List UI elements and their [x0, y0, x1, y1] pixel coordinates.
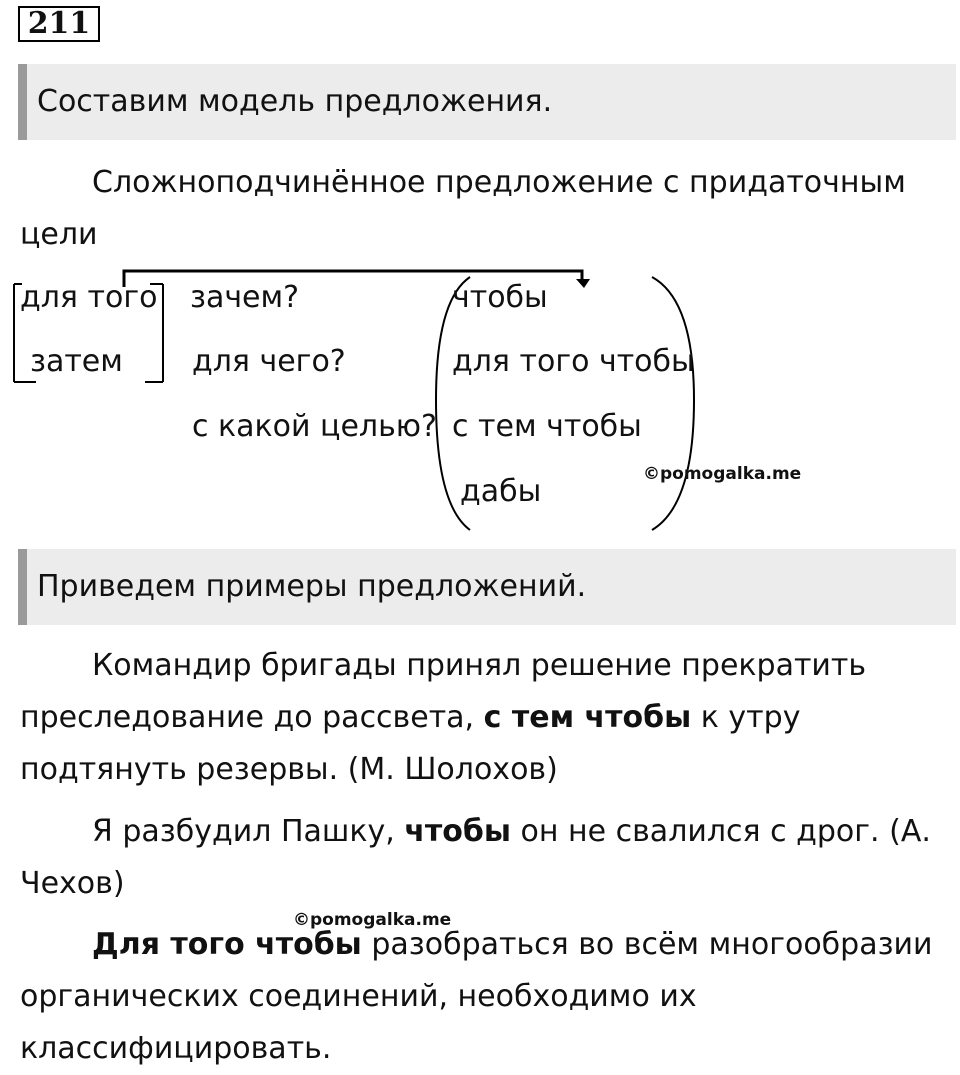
example-1: Командир бригады принял решение прекратить преследование до рассвета, с тем чтобы к утру подтянуть резервы. (М. Шолохов)	[20, 648, 867, 787]
conjunction-3: с тем чтобы	[452, 409, 642, 444]
main-word-2: затем	[30, 344, 123, 379]
question-3: с какой целью?	[192, 409, 437, 444]
example-3: Для того чтобы разобраться во всём многообразии органических соединений, необходимо их классифицировать.	[20, 927, 933, 1066]
watermark: ©pomogalka.me	[643, 464, 802, 484]
model-title: Сложноподчинённое предложение с придаточным цели	[20, 165, 906, 252]
section-heading-examples	[18, 549, 956, 625]
section-heading-model-text: Составим модель предложения.	[37, 84, 553, 119]
subordinate-clause-bracket-right	[652, 277, 694, 530]
arrow-head	[576, 279, 590, 288]
example-2: Я разбудил Пашку, чтобы он не свалился с дрог. (А. Чехов)	[20, 814, 931, 901]
conjunction-2: для того чтобы	[452, 344, 695, 379]
question-1: зачем?	[190, 280, 300, 315]
conjunction-1: чтобы	[452, 280, 548, 315]
conjunction-4: дабы	[460, 474, 542, 509]
question-2: для чего?	[192, 344, 346, 379]
example-2-conjunction: чтобы	[404, 814, 511, 849]
section-heading-examples-text: Приведем примеры предложений.	[37, 569, 587, 604]
task-number: 211	[18, 6, 100, 42]
example-1-conjunction: с тем чтобы	[483, 700, 692, 735]
watermark-2: ©pomogalka.me	[293, 910, 452, 930]
main-word-1: для того	[20, 280, 158, 315]
example-3-conjunction: Для того чтобы	[92, 927, 362, 962]
